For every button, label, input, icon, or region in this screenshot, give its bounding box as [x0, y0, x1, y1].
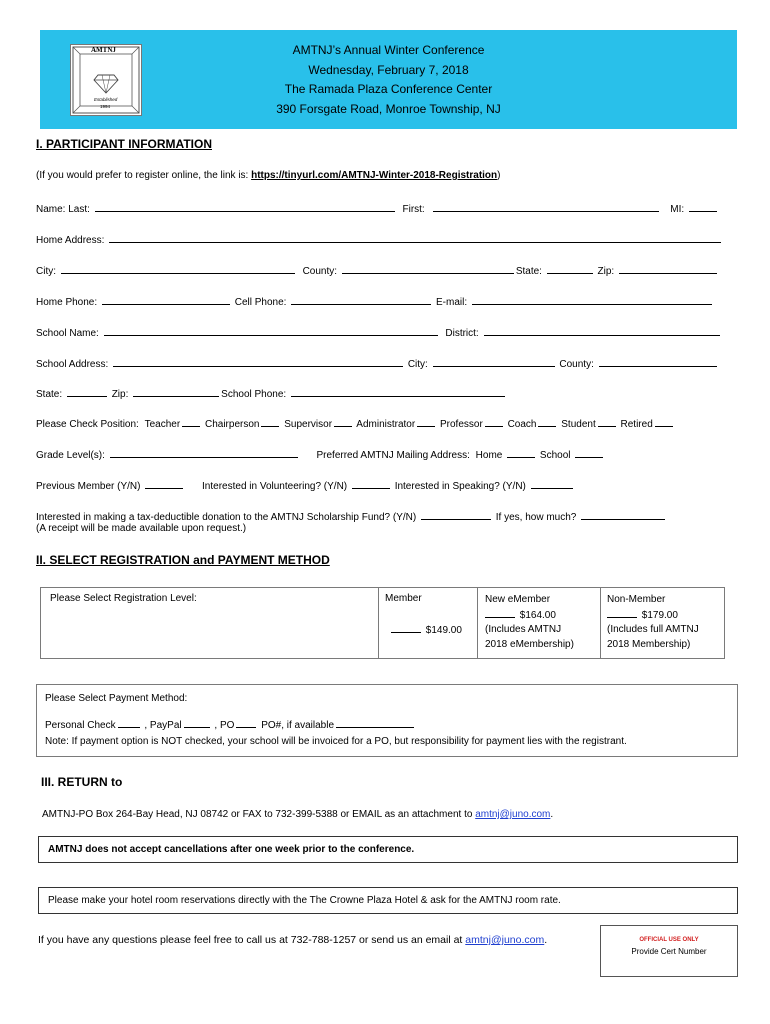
payment-method-box — [36, 684, 738, 757]
school-name-field[interactable] — [104, 326, 438, 336]
official-use-sub: Provide Cert Number — [631, 947, 707, 956]
questions-line: If you have any questions please feel free to call us at 732-788-1257 or send us an email at amtnj@juno.com. — [38, 934, 548, 946]
member-option[interactable]: $149.00 — [389, 623, 462, 636]
school-state-field[interactable] — [67, 387, 107, 397]
hotel-box — [38, 887, 738, 914]
payment-options-row: Personal Check , PayPal , PO PO#, if available — [45, 718, 416, 731]
cell-phone-field[interactable] — [291, 295, 431, 305]
position-student-checkbox[interactable] — [598, 417, 616, 427]
school-state-row: State: Zip: School Phone: — [36, 387, 507, 400]
speaking-field[interactable] — [531, 479, 573, 489]
payment-method-label: Please Select Payment Method: — [45, 693, 188, 704]
registration-level-table — [40, 587, 725, 659]
questions-email-link[interactable]: amtnj@juno.com — [465, 934, 545, 946]
interest-row: Previous Member (Y/N) Interested in Volunteering? (Y/N) Interested in Speaking? (Y/N) — [36, 479, 575, 492]
county-field[interactable] — [342, 264, 514, 274]
donation-row: Interested in making a tax-deductible donation to the AMTNJ Scholarship Fund? (Y/N) If yes, how much? — [36, 510, 667, 523]
previous-member-field[interactable] — [145, 479, 183, 489]
cancellation-box — [38, 836, 738, 863]
conference-venue: The Ramada Plaza Conference Center — [284, 82, 493, 96]
nonmember-cell-divider — [600, 588, 601, 658]
official-use-box — [600, 925, 738, 977]
zip-field[interactable] — [619, 264, 717, 274]
nonmember-select-field[interactable] — [607, 608, 637, 618]
conference-date: Wednesday, February 7, 2018 — [308, 62, 469, 77]
mailing-home-checkbox[interactable] — [507, 448, 535, 458]
logo-text-top: AMTNJ — [91, 46, 116, 54]
section-return-title: III. RETURN to — [41, 775, 123, 789]
cancellation-policy: AMTNJ does not accept cancellations after one week prior to the conference. — [48, 844, 415, 855]
middle-initial-field[interactable] — [689, 202, 717, 212]
home-address-field[interactable] — [109, 233, 721, 243]
header-text — [40, 41, 737, 119]
emember-cell-divider — [477, 588, 478, 658]
phone-email-row: Home Phone: Cell Phone: E-mail: — [36, 295, 714, 308]
state-field[interactable] — [547, 264, 593, 274]
personal-check-field[interactable] — [118, 718, 140, 728]
school-phone-field[interactable] — [291, 387, 505, 397]
section-participant-title: I. PARTICIPANT INFORMATION — [36, 137, 212, 151]
grade-levels-field[interactable] — [110, 448, 298, 458]
member-select-field[interactable] — [391, 623, 421, 633]
city-state-row: City: County: State: Zip: — [36, 264, 719, 277]
donation-yn-field[interactable] — [421, 510, 491, 520]
registration-level-label: Please Select Registration Level: — [50, 593, 197, 604]
online-registration-line: (If you would prefer to register online, the link is: https://tinyurl.com/AMTNJ-Winter-2018-Registration) — [36, 170, 501, 181]
emember-select-field[interactable] — [485, 608, 515, 618]
last-name-field[interactable] — [95, 202, 395, 212]
logo-established: Established — [94, 97, 118, 102]
registration-link[interactable]: https://tinyurl.com/AMTNJ-Winter-2018-Registration — [251, 170, 498, 181]
nonmember-option[interactable]: Non-Member $179.00 (Includes full AMTNJ 2018 Membership) — [607, 594, 699, 650]
home-phone-field[interactable] — [102, 295, 230, 305]
member-cell-divider — [378, 588, 379, 658]
po-number-field[interactable] — [336, 718, 414, 728]
mailing-school-checkbox[interactable] — [575, 448, 603, 458]
grade-mailing-row: Grade Level(s): Preferred AMTNJ Mailing Address: Home School — [36, 448, 605, 461]
conference-address: 390 Forsgate Road, Monroe Township, NJ — [276, 101, 501, 116]
po-field[interactable] — [236, 718, 256, 728]
official-use-title: OFFICIAL USE ONLY — [639, 937, 699, 943]
school-city-field[interactable] — [433, 357, 555, 367]
conference-header — [40, 30, 737, 129]
position-row: Please Check Position: Teacher Chairperson Supervisor Administrator Professor Coach Student Retired — [36, 417, 675, 430]
district-field[interactable] — [484, 326, 720, 336]
position-coach-checkbox[interactable] — [538, 417, 556, 427]
name-row: Name: Last: First: MI: — [36, 202, 719, 215]
position-teacher-checkbox[interactable] — [182, 417, 200, 427]
emember-option[interactable]: New eMember $164.00 (Includes AMTNJ 2018 eMembership) — [485, 594, 574, 650]
section-registration-title: II. SELECT REGISTRATION and PAYMENT METHOD — [36, 553, 330, 567]
email-field[interactable] — [472, 295, 712, 305]
school-address-row: School Address: City: County: — [36, 357, 719, 370]
position-supervisor-checkbox[interactable] — [334, 417, 352, 427]
first-name-field[interactable] — [433, 202, 659, 212]
home-address-row: Home Address: — [36, 233, 723, 246]
school-zip-field[interactable] — [133, 387, 219, 397]
return-email-link[interactable]: amtnj@juno.com — [475, 809, 551, 820]
position-retired-checkbox[interactable] — [655, 417, 673, 427]
school-name-row: School Name: District: — [36, 326, 722, 339]
position-professor-checkbox[interactable] — [485, 417, 503, 427]
donation-amount-field[interactable] — [581, 510, 665, 520]
position-chairperson-checkbox[interactable] — [261, 417, 279, 427]
conference-title: AMTNJ’s Annual Winter Conference — [292, 43, 485, 57]
return-address-line: AMTNJ-PO Box 264-Bay Head, NJ 08742 or FAX to 732-399-5388 or EMAIL as an attachment to amtnj@juno.com. — [42, 809, 554, 820]
hotel-reservation-note: Please make your hotel room reservations directly with the The Crowne Plaza Hotel & ask for the AMTNJ room rate. — [48, 895, 561, 906]
paypal-field[interactable] — [184, 718, 210, 728]
member-label: Member — [385, 593, 422, 604]
payment-note: Note: If payment option is NOT checked, your school will be invoiced for a PO, but responsibility for payment lies with the registrant. — [45, 736, 627, 747]
city-field[interactable] — [61, 264, 295, 274]
position-administrator-checkbox[interactable] — [417, 417, 435, 427]
logo-year: 1994 — [100, 104, 111, 109]
volunteering-field[interactable] — [352, 479, 390, 489]
school-county-field[interactable] — [599, 357, 717, 367]
receipt-note: (A receipt will be made available upon request.) — [36, 523, 247, 534]
school-address-field[interactable] — [113, 357, 403, 367]
